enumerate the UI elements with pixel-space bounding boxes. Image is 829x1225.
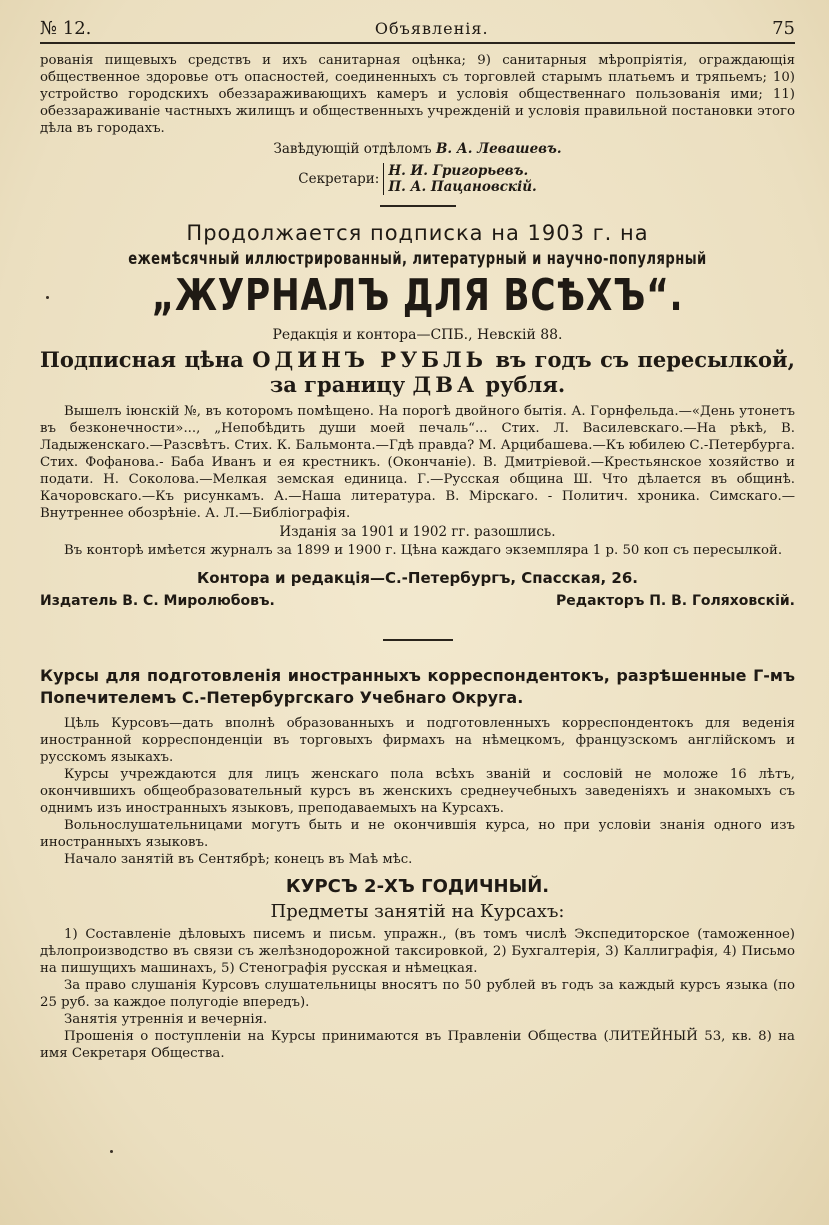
- issue-contents: Вышелъ іюнскій №, въ которомъ помѣщено. На порогѣ двойного бытія. А. Горнфельда.—«День утонетъ въ безконечности»..., „Непобѣдить души моей печаль“... Стих. Л. Василевскаго.—На рѣкѣ, В. Ладыженскаго.—Разсвѣтъ. Стих. К. Бальмонта.—Гдѣ правда? М. Арцибашева.—Къ юбилею С.-Петербурга. Стих. Фофанова.- Баба Иванъ и ея крестникъ. (Окончаніе). В. Дмитріевой.—Крестьянское хозяйство и подати. Н. Соколова.—Мелкая земская единица. Г.—Русская община Ш. Что дѣлается въ общинѣ. Качоровскаго.—Къ рисункамъ. А.—Наша литература. В. Мірскаго. - Политич. хроника. Симскаго.—Внутреннее обозрѣніе. А. Л.—Библіографія.: [40, 404, 795, 521]
- courses-goal: Цѣль Курсовъ—дать вполнѣ образованныхъ и подготовленныхъ корреспондентокъ для веденія иностранной корреспонденціи въ торговыхъ фирмахъ на нѣмецкомъ, французскомъ англійскомъ и русскомъ языкахъ.: [40, 716, 795, 765]
- editor: Редакторъ П. В. Голяховскій.: [556, 593, 795, 609]
- courses-eligibility: Курсы учреждаются для лицъ женскаго пола всѣхъ званій и сословій не моложе 16 лѣтъ, окончившихъ общеобразовательный курсъ въ женскихъ среднеучебныхъ заведеніяхъ и знакомыхъ съ однимъ изъ иностранныхъ языковъ, преподаваемыхъ на Курсахъ.: [40, 767, 795, 816]
- price-amount: ОДИНЪ РУБЛЬ: [252, 347, 487, 372]
- print-speck: [110, 1150, 113, 1153]
- page-header: [40, 18, 795, 44]
- foreign-price-prefix: за границу: [269, 372, 406, 397]
- continued-paragraph: рованія пищевыхъ средствъ и ихъ санитарная оцѣнка; 9) санитарныя мѣропріятія, ограждающія общественное здоровье отъ опасностей, соединенныхъ съ торговлей старымъ платьемъ и тряпьемъ; 10) устройство городскихъ обеззараживающихъ камеръ и условія общественнаго пользованія ими; 11) обеззараживаніе частныхъ жилищъ и общественныхъ учрежденій и условія правильной постановки этого дѣла въ городахъ.: [40, 53, 795, 136]
- tuition-fee: За право слушанія Курсовъ слушательницы вносятъ по 50 рублей въ годъ за каждый курсъ языка (по 25 руб. за каждое полугодіе впередъ).: [40, 978, 795, 1010]
- foreign-price: [40, 372, 795, 397]
- price-word: пересылкой,: [637, 347, 795, 372]
- publisher-editor: [40, 593, 795, 609]
- courses-title: Курсы для подготовленія иностранныхъ корреспондентокъ, разрѣшенные Г-мъ Попечителемъ С.-Петербургскаго Учебнаго Округа.: [40, 666, 795, 707]
- back-issues-note: Въ конторѣ имѣется журналъ за 1899 и 1900 г. Цѣна каждаго экземпляра 1 р. 50 коп съ пересылкой.: [64, 543, 783, 558]
- office-address: Контора и редакція—С.-Петербургъ, Спасская, 26.: [197, 569, 638, 587]
- subjects-title: Предметы занятій на Курсахъ:: [270, 901, 565, 922]
- class-times: Занятія утреннія и вечернія.: [64, 1012, 268, 1027]
- publisher: Издатель В. С. Миролюбовъ.: [40, 593, 275, 609]
- course-duration: КУРСЪ 2-ХЪ ГОДИЧНЫЙ.: [285, 876, 550, 897]
- head-name: В. А. Левашевъ.: [435, 141, 562, 157]
- secretaries-names: [383, 163, 536, 195]
- secretary-name: Н. И. Григорьевъ.: [388, 163, 529, 179]
- divider: [380, 205, 456, 207]
- subscription-intro: Продолжается подписка на 1903 г. на: [186, 221, 649, 245]
- print-speck: [46, 296, 49, 299]
- subjects-list: 1) Составленіе дѣловыхъ писемъ и письм. упражн., (въ томъ числѣ Экспедиторское (таможенное) дѣлопроизводство въ связи съ желѣзнодорожной таксировкой, 2) Бухгалтерія, 3) Каллиграфія, 4) Письмо на пишущихъ машинахъ, 5) Стенографія русская и нѣмецкая.: [40, 927, 795, 976]
- price-word: съ: [600, 347, 629, 372]
- price-word: цѣна: [184, 347, 244, 372]
- secretary-name: П. А. Пацановскій.: [388, 179, 537, 195]
- subscription-price: [40, 347, 795, 372]
- application-info: Прошенія о поступленіи на Курсы принимаются въ Правленіи Общества (ЛИТЕЙНЫЙ 53, кв. 8) на имя Секретаря Общества.: [40, 1029, 795, 1061]
- head-of-department: [40, 141, 795, 157]
- journal-title: „ЖУРНАЛЪ ДЛЯ ВСѢХЪ“.: [151, 270, 684, 321]
- secretaries: [40, 163, 795, 195]
- price-word: въ: [495, 347, 527, 372]
- courses-auditors: Вольнослушательницами могутъ быть и не окончившія курса, но при условіи знанія одного изъ иностранныхъ языковъ.: [40, 818, 795, 850]
- editorial-contact: Редакція и контора—СПБ., Невскій 88.: [272, 327, 563, 343]
- price-word: Подписная: [40, 347, 177, 372]
- foreign-price-suffix: рубля.: [485, 372, 566, 397]
- courses-schedule: Начало занятій въ Сентябрѣ; конецъ въ Маѣ мѣс.: [64, 852, 413, 867]
- price-word: годъ: [534, 347, 592, 372]
- foreign-price-amount: ДВА: [412, 372, 479, 397]
- page-number: 75: [772, 18, 795, 39]
- head-label: Завѣдующій отдѣломъ: [273, 141, 432, 157]
- issue-number: № 12.: [40, 18, 92, 39]
- subscription-descriptor: ежемѣсячный иллюстрированный, литературный и научно-популярный: [128, 249, 707, 269]
- section-title: Объявленія.: [374, 19, 489, 38]
- secretaries-label: Секретари:: [298, 171, 380, 187]
- sold-out-note: Изданія за 1901 и 1902 гг. разошлись.: [279, 524, 556, 540]
- divider: [383, 639, 453, 641]
